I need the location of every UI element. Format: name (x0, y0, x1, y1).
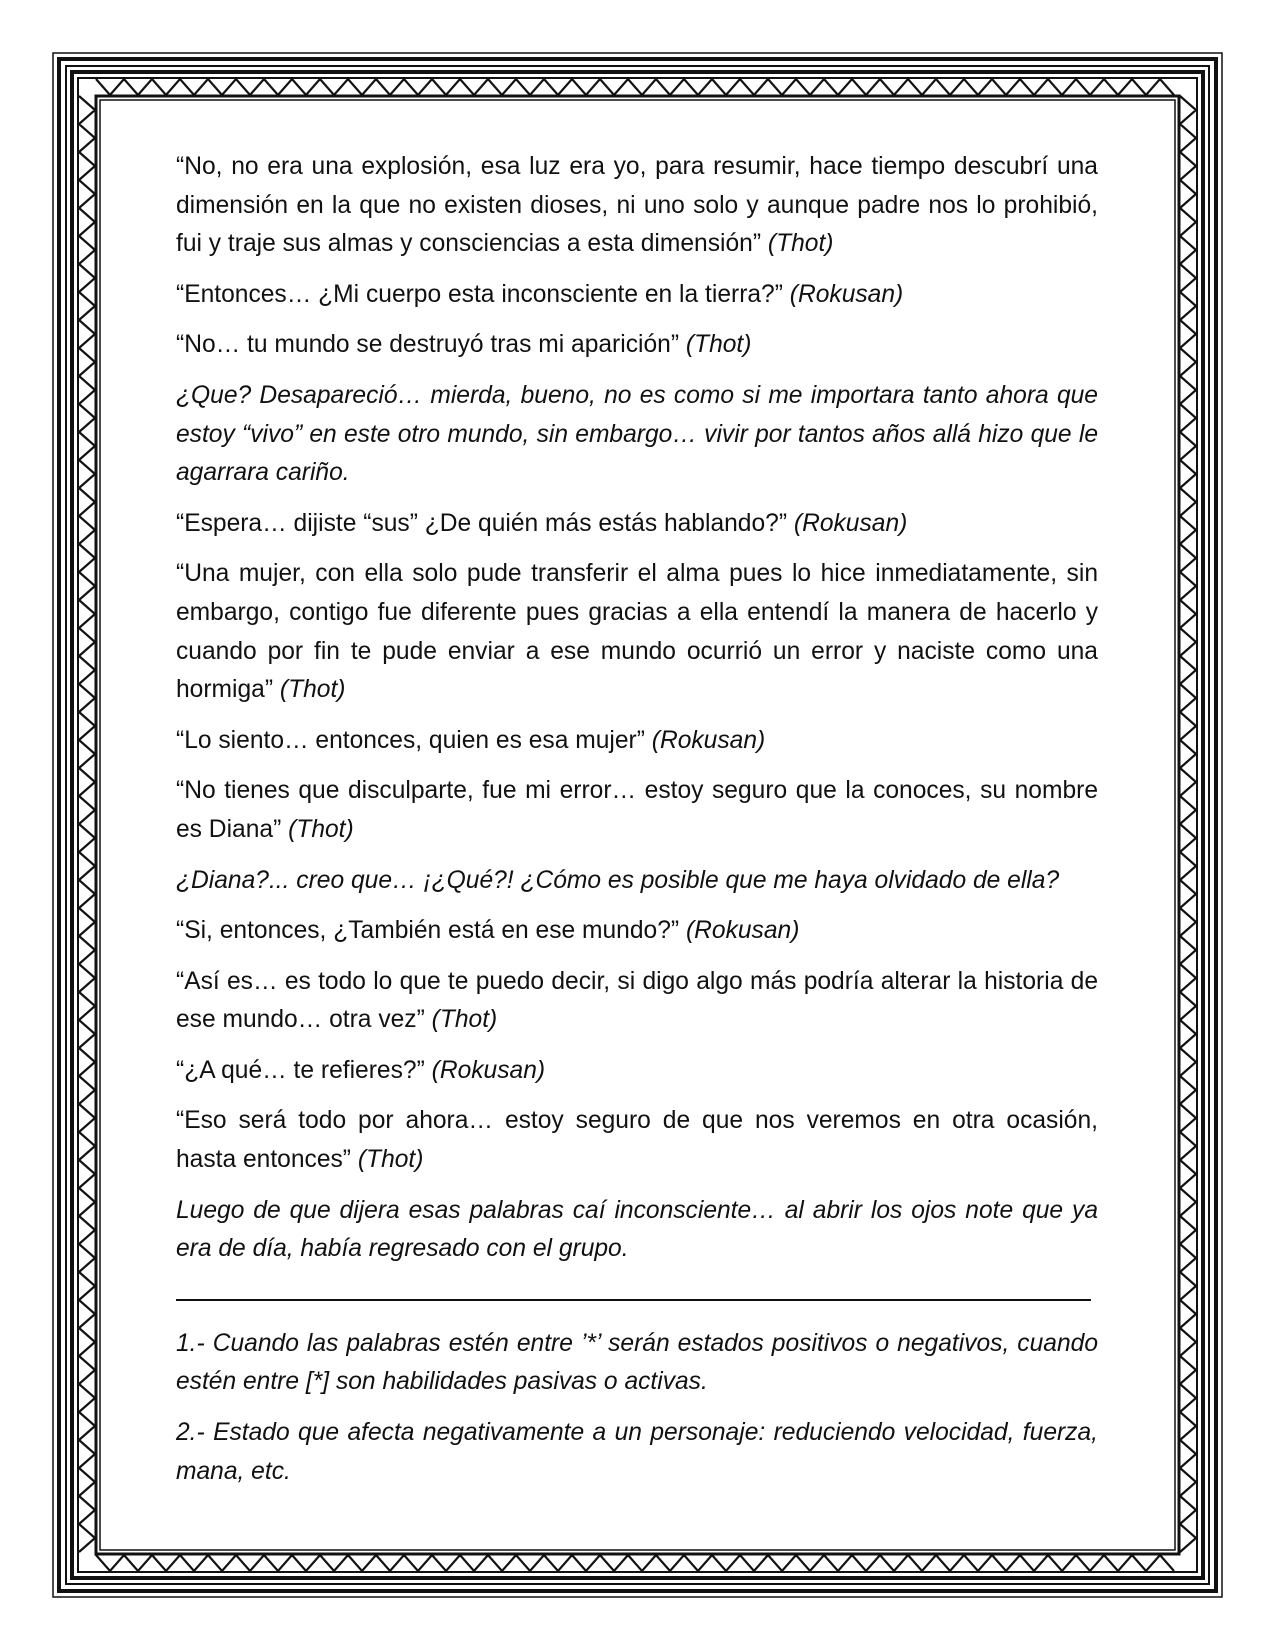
dialogue-text: “Así es… es todo lo que te puedo decir, si digo algo más podría alterar la historia de ese mundo… otra vez” (176, 967, 1098, 1034)
dialogue-text: “No tienes que disculparte, fue mi error… estoy seguro que la conoces, su nombre es Diana” (176, 777, 1098, 843)
speaker-tag: (Thot) (431, 1006, 498, 1034)
paragraph (176, 912, 1098, 951)
page-body (176, 148, 1098, 1503)
speaker-tag: (Thot) (685, 331, 752, 359)
paragraph (176, 326, 1098, 365)
inner-thought-paragraph: ¿Que? Desapareció… mierda, bueno, no es como si me importara tanto ahora que estoy “vivo” en este otro mundo, sin embargo… vivir por tantos años allá hizo que le agarrara cariño. (176, 381, 1098, 487)
inner-thought-paragraph: Luego de que dijera esas palabras caí inconsciente… al abrir los ojos note que ya era de día, había regresado con el grupo. (176, 1196, 1098, 1263)
dialogue-text: “Si, entonces, ¿También está en ese mundo?” (176, 917, 680, 945)
speaker-tag: (Rokusan) (431, 1056, 546, 1084)
paragraph (176, 963, 1098, 1040)
speaker-tag: (Thot) (279, 676, 346, 704)
paragraph (176, 1102, 1098, 1179)
paragraph (176, 505, 1098, 544)
speaker-tag: (Rokusan) (685, 917, 800, 945)
paragraph (176, 276, 1098, 315)
inner-thought-paragraph: ¿Diana?... creo que… ¡¿Qué?! ¿Cómo es posible que me haya olvidado de ella? (176, 866, 1060, 894)
paragraph (176, 772, 1098, 849)
dialogue-text: “Lo siento… entonces, quien es esa mujer” (176, 726, 645, 754)
speaker-tag: (Thot) (767, 230, 834, 258)
footnote-divider (176, 1299, 1091, 1301)
paragraph (176, 722, 1098, 761)
speaker-tag: (Rokusan) (789, 280, 904, 308)
footnote: 2.- Estado que afecta negativamente a un personaje: reduciendo velocidad, fuerza, mana, etc. (176, 1419, 1098, 1485)
speaker-tag: (Rokusan) (651, 726, 766, 754)
speaker-tag: (Thot) (357, 1146, 424, 1174)
dialogue-text: “Espera… dijiste “sus” ¿De quién más estás hablando?” (176, 509, 788, 537)
dialogue-text: “Una mujer, con ella solo pude transferir el alma pues lo hice inmediatamente, sin embargo, contigo fue diferente pues gracias a ella entendí la manera de hacerlo y cuando por fin te pude enviar a ese mundo ocurrió un error y naciste como una hormiga” (176, 560, 1098, 704)
speaker-tag: (Thot) (288, 815, 354, 843)
paragraph (176, 1052, 1098, 1091)
dialogue-text: “Entonces… ¿Mi cuerpo esta inconsciente en la tierra?” (176, 280, 783, 308)
speaker-tag: (Rokusan) (793, 509, 908, 537)
dialogue-text: “No, no era una explosión, esa luz era yo, para resumir, hace tiempo descubrí una dimensión en la que no existen dioses, ni uno solo y aunque padre nos lo prohibió, fui y traje sus almas y consciencias a esta dimensión” (176, 153, 1098, 258)
paragraph (176, 555, 1098, 709)
dialogue-text: “Eso será todo por ahora… estoy seguro de que nos veremos en otra ocasión, hasta entonces” (176, 1107, 1098, 1174)
dialogue-text: “¿A qué… te refieres?” (176, 1056, 425, 1084)
paragraph (176, 148, 1098, 264)
footnote: 1.- Cuando las palabras estén entre ’*’ serán estados positivos o negativos, cuando estén entre [*] son habilidades pasivas o activas. (176, 1329, 1098, 1396)
dialogue-text: “No… tu mundo se destruyó tras mi aparición” (176, 331, 680, 359)
